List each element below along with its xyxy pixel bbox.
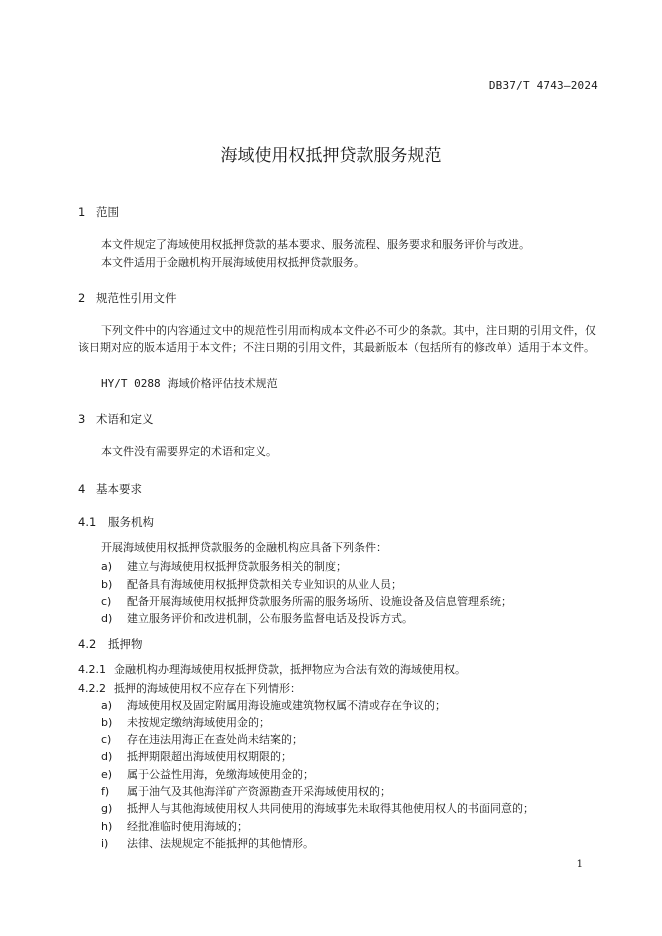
list-marker: h): [101, 820, 113, 833]
list-marker: i): [101, 837, 109, 850]
list-text: 海域使用权及固定附属用海设施或建筑物权属不清或存在争议的；: [127, 699, 446, 712]
list-marker: b): [101, 716, 113, 729]
list-marker: f): [101, 785, 110, 798]
list-marker: a): [101, 699, 113, 712]
clause-4-2-2: [78, 680, 301, 696]
section-number: 4: [78, 482, 86, 496]
list-text: 属于公益性用海，免缴海域使用金的；: [127, 768, 314, 781]
clause-number: 4.2.1: [78, 663, 106, 676]
section-1-heading: [78, 204, 119, 220]
section-3-heading: [78, 411, 154, 427]
reference-code: HY/T 0288: [101, 377, 161, 390]
list-text: 存在违法用海正在查处尚未结案的；: [127, 733, 303, 746]
subsection-4-1-heading: [78, 514, 154, 530]
section-4-heading: [78, 481, 142, 497]
list-text: 未按规定缴纳海域使用金的；: [127, 716, 270, 729]
section-1-paragraph-1: 本文件规定了海域使用权抵押贷款的基本要求、服务流程、服务要求和服务评价与改进。: [101, 238, 530, 251]
section-title: 范围: [96, 205, 119, 219]
document-code: DB37/T 4743—2024: [488, 79, 598, 92]
list-item: [101, 748, 292, 764]
list-item: [101, 800, 534, 816]
list-text: 抵押人与其他海域使用权人共同使用的海域事先未取得其他使用权人的书面同意的；: [127, 802, 534, 815]
list-marker: d): [101, 750, 113, 763]
list-item: [101, 558, 347, 574]
list-item: [101, 783, 391, 799]
list-item: [101, 818, 248, 834]
list-item: [101, 766, 314, 782]
list-item: [101, 714, 270, 730]
list-text: 建立与海域使用权抵押贷款服务相关的制度；: [127, 560, 347, 573]
list-marker: d): [101, 612, 113, 625]
list-text: 配备具有海域使用权抵押贷款相关专业知识的从业人员；: [127, 578, 402, 591]
list-marker: b): [101, 578, 113, 591]
list-item: [101, 697, 446, 713]
section-2-heading: [78, 290, 177, 306]
list-text: 建立服务评价和改进机制，公布服务监督电话及投诉方式。: [127, 612, 413, 625]
list-item: [101, 610, 413, 626]
section-number: 3: [78, 412, 86, 426]
clause-text: 抵押的海域使用权不应存在下列情形：: [114, 682, 301, 695]
list-text: 配备开展海域使用权抵押贷款服务所需的服务场所、设施设备及信息管理系统；: [127, 595, 512, 608]
section-2-paragraph-1: 下列文件中的内容通过文中的规范性引用而构成本文件必不可少的条款。其中，注日期的引用文件，仅该日期对应的版本适用于本文件；不注日期的引用文件，其最新版本（包括所有的修改单）适用于本文件。: [78, 324, 596, 354]
section-title: 规范性引用文件: [96, 291, 177, 305]
section-3-paragraph-1: 本文件没有需要界定的术语和定义。: [101, 445, 277, 458]
subsection-title: 服务机构: [108, 515, 154, 529]
list-item: [101, 576, 402, 592]
list-item: [101, 835, 314, 851]
list-marker: e): [101, 768, 113, 781]
document-title: 海域使用权抵押贷款服务规范: [220, 146, 442, 166]
subsection-4-1-intro: 开展海域使用权抵押贷款服务的金融机构应具备下列条件：: [101, 541, 387, 554]
list-marker: g): [101, 802, 113, 815]
reference-title: 海域价格评估技术规范: [167, 377, 278, 390]
clause-number: 4.2.2: [78, 682, 106, 695]
list-marker: c): [101, 733, 112, 746]
subsection-number: 4.1: [78, 515, 97, 529]
section-title: 术语和定义: [96, 412, 154, 426]
list-text: 抵押期限超出海域使用权期限的；: [127, 750, 292, 763]
section-title: 基本要求: [96, 482, 142, 496]
list-text: 经批准临时使用海域的；: [127, 820, 248, 833]
list-text: 法律、法规规定不能抵押的其他情形。: [127, 837, 314, 850]
list-marker: a): [101, 560, 113, 573]
list-text: 属于油气及其他海洋矿产资源勘查开采海域使用权的；: [127, 785, 391, 798]
subsection-4-2-heading: [78, 636, 143, 652]
subsection-title: 抵押物: [108, 637, 143, 651]
clause-text: 金融机构办理海域使用权抵押贷款，抵押物应为合法有效的海域使用权。: [114, 663, 466, 676]
clause-4-2-1: [78, 661, 466, 677]
page-number: 1: [576, 859, 583, 870]
section-number: 2: [78, 291, 86, 305]
subsection-number: 4.2: [78, 637, 97, 651]
section-1-paragraph-2: 本文件适用于金融机构开展海域使用权抵押贷款服务。: [101, 256, 365, 269]
section-number: 1: [78, 205, 86, 219]
list-item: [101, 593, 512, 609]
list-marker: c): [101, 595, 112, 608]
normative-reference: [101, 375, 278, 392]
list-item: [101, 731, 303, 747]
